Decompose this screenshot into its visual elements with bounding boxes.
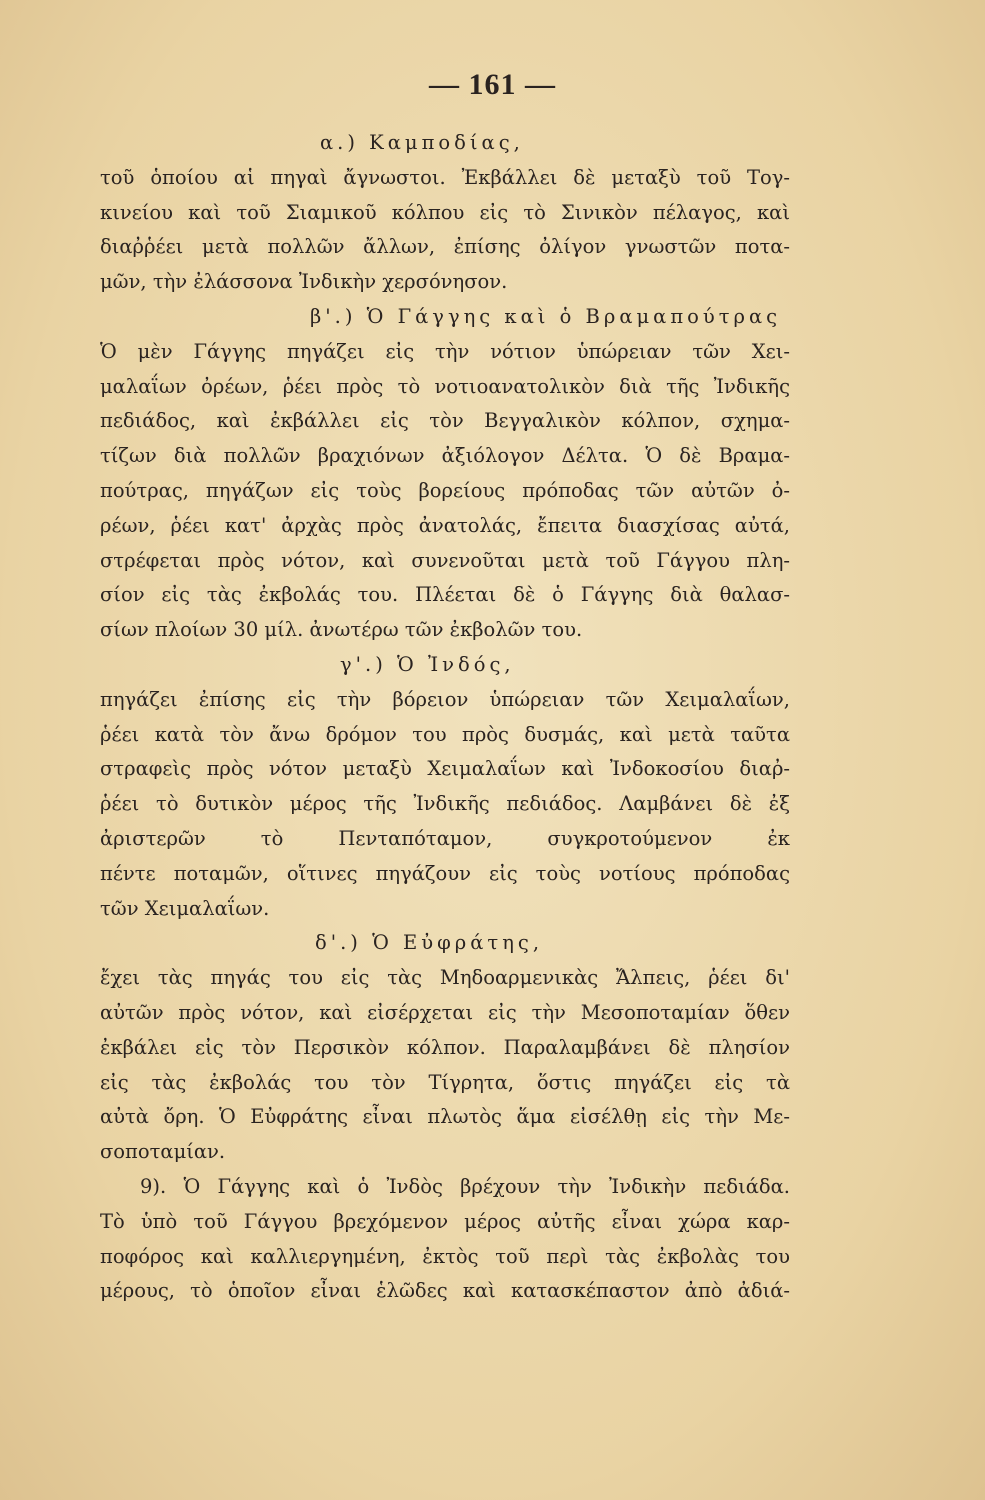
text-line: τοῦ ὁποίου αἱ πηγαὶ ἄγνωστοι. Ἐκβάλλει δὲ μεταξὺ τοῦ Τογ-	[100, 165, 790, 189]
text-line: σίον εἰς τὰς ἐκβολάς του. Πλέεται δὲ ὁ Γάγγης διὰ θαλασ-	[100, 583, 790, 607]
body-text	[100, 126, 790, 1309]
text-line: διαῤῥέει μετὰ πολλῶν ἄλλων, ἐπίσης ὀλίγον γνωστῶν ποτα-	[100, 235, 790, 259]
text-line: πεδιάδος, καὶ ἐκβάλλει εἰς τὸν Βεγγαλικὸν κόλπον, σχημα-	[100, 409, 790, 433]
text-line: ῥέει τὸ δυτικὸν μέρος τῆς Ἰνδικῆς πεδιάδος. Λαμβάνει δὲ ἐξ	[100, 792, 790, 816]
text-line: μέρους, τὸ ὁποῖον εἶναι ἑλῶδες καὶ κατασκέπαστον ἀπὸ ἀδιά-	[100, 1279, 790, 1303]
text-line: ρέων, ῥέει κατ' ἀρχὰς πρὸς ἀνατολάς, ἔπειτα διασχίσας αὐτά,	[100, 513, 790, 537]
section-heading: α.) Καμποδίας,	[320, 131, 524, 154]
text-line: τίζων διὰ πολλῶν βραχιόνων ἀξιόλογον Δέλτα. Ὁ δὲ Βραμα-	[100, 444, 790, 468]
text-line: πηγάζει ἐπίσης εἰς τὴν βόρειον ὑπώρειαν τῶν Χειμαλαΐων,	[100, 687, 790, 711]
text-line: πέντε ποταμῶν, οἵτινες πηγάζουν εἰς τοὺς νοτίους πρόποδας	[100, 861, 790, 885]
text-line: μῶν, τὴν ἐλάσσονα Ἰνδικὴν χερσόνησον.	[100, 270, 508, 294]
text-line: ἐκβάλει εἰς τὸν Περσικὸν κόλπον. Παραλαμβάνει δὲ πλησίον	[100, 1035, 790, 1059]
section-heading: γ'.) Ὁ Ἰνδός,	[340, 652, 515, 676]
text-line: μαλαΐων ὀρέων, ῥέει πρὸς τὸ νοτιοανατολικὸν διὰ τῆς Ἰνδικῆς	[100, 374, 790, 398]
text-line: τῶν Χειμαλαΐων.	[100, 896, 270, 920]
text-line: στρέφεται πρὸς νότον, καὶ συνενοῦται μετὰ τοῦ Γάγγου πλη-	[100, 548, 790, 572]
paragraph-start-line: 9). Ὁ Γάγγης καὶ ὁ Ἰνδὸς βρέχουν τὴν Ἰνδικὴν πεδιάδα.	[140, 1174, 790, 1198]
text-line: εἰς τὰς ἐκβολάς του τὸν Τίγρητα, ὅστις πηγάζει εἰς τὰ	[100, 1070, 790, 1094]
text-line: πούτρας, πηγάζων εἰς τοὺς βορείους πρόποδας τῶν αὐτῶν ὀ-	[100, 478, 790, 502]
text-line: ἔχει τὰς πηγάς του εἰς τὰς Μηδοαρμενικὰς Ἄλπεις, ῥέει δι'	[100, 966, 790, 990]
page-number: — 161 —	[429, 68, 556, 101]
text-line: σοποταμίαν.	[100, 1140, 226, 1164]
section-heading: δ'.) Ὁ Εὐφράτης,	[315, 931, 544, 955]
text-line: αὐτῶν πρὸς νότον, καὶ εἰσέρχεται εἰς τὴν Μεσοποταμίαν ὅθεν	[100, 1000, 790, 1024]
text-line: ἀριστερῶν τὸ Πενταπόταμον, συγκροτούμενον ἐκ	[100, 826, 790, 850]
section-heading: β'.) Ὁ Γάγγης καὶ ὁ Βραμαπούτρας	[310, 304, 782, 328]
text-line: αὐτὰ ὄρη. Ὁ Εὐφράτης εἶναι πλωτὸς ἅμα εἰσέλθῃ εἰς τὴν Με-	[100, 1105, 790, 1129]
text-line: Ὁ μὲν Γάγγης πηγάζει εἰς τὴν νότιον ὑπώρειαν τῶν Χει-	[100, 339, 790, 363]
text-line: ῥέει κατὰ τὸν ἄνω δρόμον του πρὸς δυσμάς, καὶ μετὰ ταῦτα	[100, 722, 790, 746]
text-line: Τὸ ὑπὸ τοῦ Γάγγου βρεχόμενον μέρος αὐτῆς εἶναι χώρα καρ-	[100, 1209, 790, 1233]
text-line: ποφόρος καὶ καλλιεργημένη, ἐκτὸς τοῦ περὶ τὰς ἐκβολὰς του	[100, 1244, 790, 1268]
text-line: στραφεὶς πρὸς νότον μεταξὺ Χειμαλαΐων καὶ Ἰνδοκοσίου διαῤ-	[100, 757, 790, 781]
text-line: σίων πλοίων 30 μίλ. ἀνωτέρω τῶν ἐκβολῶν του.	[100, 618, 583, 642]
text-line: κινείου καὶ τοῦ Σιαμικοῦ κόλπου εἰς τὸ Σινικὸν πέλαγος, καὶ	[100, 200, 790, 224]
